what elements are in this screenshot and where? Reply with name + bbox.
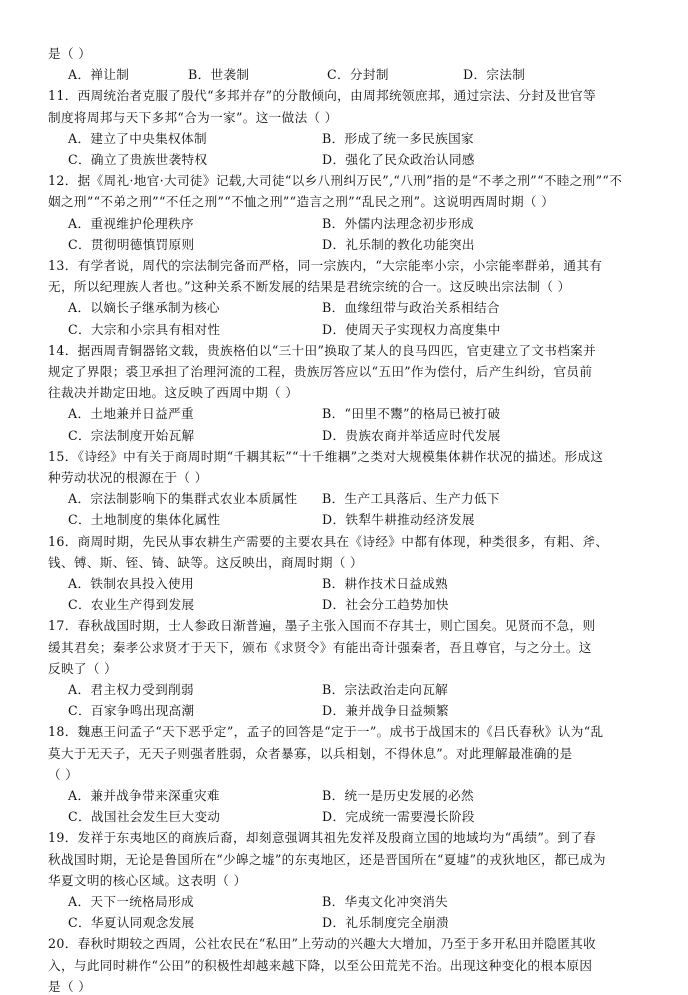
question-10-option-b[interactable]: B．世袭制 [188,67,250,83]
question-16-option-a[interactable]: A．铁制农具投入使用 [68,576,194,591]
question-17-option-b[interactable]: B．宗法政治走向瓦解 [322,682,449,697]
question-19-option-d[interactable]: D．礼乐制度完全崩溃 [322,915,449,931]
question-12-stem-line-2: 姻之刑”“不弟之刑”“不任之刑”“不恤之刑”“造言之刑”“乱民之刑”。这说明西周时期（ ） [48,194,555,210]
question-20-stem-line-2: 入，与此同时耕作“公田”的积极性却越来越下降，以至公田荒芜不治。出现这种变化的根本原因 [48,957,593,973]
question-10-option-a[interactable]: A．禅让制 [68,67,130,83]
question-15-option-c[interactable]: C．土地制度的集体化属性 [68,512,221,528]
question-10-option-d[interactable]: D．宗法制 [463,67,526,83]
question-17-option-d[interactable]: D．兼并战争日益频繁 [322,703,449,719]
question-17-option-c[interactable]: C．百家争鸣出现高潮 [68,703,195,719]
question-15-option-a[interactable]: A．宗法制影响下的集群式农业本质属性 [68,491,298,507]
question-18-option-a[interactable]: A．兼并战争带来深重灾难 [68,788,220,803]
question-15-option-b[interactable]: B．生产工具落后、生产力低下 [322,491,500,507]
question-14-option-d[interactable]: D．贵族农商并举适应时代发展 [322,427,501,443]
question-17-stem-line-2: 缓其君矣；秦孝公求贤才于天下，颁布《求贤令》有能出奇计强秦者，吾且尊官，与之分土。这 [48,639,592,655]
question-20-stem-line-3: 是（ ） [48,978,92,994]
question-18-option-d[interactable]: D．完成统一需要漫长阶段 [322,809,475,825]
question-14-stem-line-3: 往裁决并勘定田地。这反映了西周中期（ ） [48,385,299,401]
question-13-option-b[interactable]: B．血缘纽带与政治关系相结合 [322,300,500,316]
question-19-option-c[interactable]: C．华夏认同观念发展 [68,915,195,931]
question-18-option-c[interactable]: C．战国社会发生巨大变动 [68,809,221,825]
question-18-stem-line-1: 18．魏惠王问孟子“天下恶乎定”，孟子的回答是“定于一”。成书于战国末的《吕氏春秋》认为“乱 [48,724,604,740]
question-14-option-c[interactable]: C．宗法制度开始瓦解 [68,427,195,443]
question-14-stem-line-1: 14．据西周青铜器铭文载，贵族格伯以“三十田”换取了某人的良马四匹，官吏建立了文书档案并 [48,342,597,358]
question-10-stem-tail: 是（ ） [48,46,92,61]
question-16-option-b[interactable]: B．耕作技术日益成熟 [322,576,449,591]
question-16-stem-line-2: 钱、镈、斯、铚、锜、缺等。这反映出，商周时期（ ） [48,554,364,570]
question-12-option-d[interactable]: D．礼乐制的教化功能突出 [322,236,475,252]
question-11-option-b[interactable]: B．形成了统一多民族国家 [322,130,474,146]
question-18-stem-line-2: 莫大于无天子，无天子则强者胜弱，众者暴寡，以兵相刬，不得休息”。对此理解最准确的是 [48,745,573,761]
question-11-stem-line-2: 制度将周邦与天下多邦“合为一家”。这一做法（ ） [48,109,338,125]
question-17-option-a[interactable]: A．君主权力受到削弱 [68,682,194,697]
question-14-option-b[interactable]: B．“田里不鬻”的格局已被打破 [322,406,501,422]
question-18-option-b[interactable]: B．统一是历史发展的必然 [322,788,474,803]
question-14-stem-line-2: 规定了界限；裘卫承担了治理河流的工程，贵族厉答应以“五田”作为偿付，后产生纠纷，官员前 [48,364,593,379]
question-11-option-c[interactable]: C．确立了贵族世袭特权 [68,152,208,167]
question-19-option-a[interactable]: A．天下一统格局形成 [68,894,194,909]
question-13-option-c[interactable]: C．大宗和小宗具有相对性 [68,321,221,337]
question-17-stem-line-3: 反映了（ ） [48,660,118,676]
question-19-stem-line-1: 19．发祥于东夷地区的商族后裔，却刻意强调其祖先发祥及殷商立国的地域均为“禹绩”。到了春 [48,830,597,846]
question-13-option-a[interactable]: A．以嫡长子继承制为核心 [68,300,220,316]
question-15-option-d[interactable]: D．铁犁牛耕推动经济发展 [322,512,475,528]
question-17-stem-line-1: 17．春秋战国时期，士人参政日渐普遍，墨子主张入国而不存其士，则亡国矣。见贤而不急，则 [48,618,596,634]
question-16-option-d[interactable]: D．社会分工趋势加快 [322,597,449,613]
question-20-stem-line-1: 20．春秋时期较之西周，公社农民在“私田”上劳动的兴趣大大增加，乃至于多开私田并隐匿其收 [48,936,597,952]
question-12-option-b[interactable]: B．外儒内法理念初步形成 [322,215,474,231]
question-13-option-d[interactable]: D．使周天子实现权力高度集中 [322,321,501,337]
question-15-stem-line-2: 种劳动状况的根源在于（ ） [48,470,208,485]
question-18-stem-line-3: （ ） [48,766,79,782]
question-19-stem-line-3: 华夏文明的核心区域。这表明（ ） [48,872,247,888]
question-12-option-a[interactable]: A．重视维护伦理秩序 [68,215,194,231]
question-16-option-c[interactable]: C．农业生产得到发展 [68,597,195,613]
question-11-option-a[interactable]: A．建立了中央集权体制 [68,130,207,146]
question-10-option-c[interactable]: C．分封制 [327,67,389,83]
question-15-stem-line-1: 15．《诗经》中有关于商周时期“千耦其耘”“十千维耦”之类对大规模集体耕作状况的描述。形成这 [48,448,604,464]
question-13-stem-line-1: 13．有学者说，周代的宗法制完备而严格，同一宗族内，“大宗能率小宗，小宗能率群弟，通其有 [48,258,603,273]
question-19-option-b[interactable]: B．华夷文化冲突消失 [322,894,449,909]
question-16-stem-line-1: 16．商周时期，先民从事农耕生产需要的主要农具在《诗经》中都有体现，种类很多，有耜、斧、 [48,533,609,549]
question-19-stem-line-2: 秋战国时期，无论是鲁国所在“少皞之墟”的东夷地区，还是晋国所在“夏墟”的戎狄地区，都已成为 [48,851,606,867]
question-14-option-a[interactable]: A．土地兼并日益严重 [68,406,194,422]
question-11-stem-line-1: 11．西周统治者克服了殷代“多邦并存”的分散倾向，由周邦统领庶邦，通过宗法、分封及世官等 [48,88,597,104]
question-12-option-c[interactable]: C．贯彻明德慎罚原则 [68,236,195,252]
question-12-stem-line-1: 12．据《周礼·地官·大司徒》记载,大司徒“以乡八刑纠万民”,“八刑”指的是“不孝之刑”“不睦之刑”“不 [48,173,623,189]
question-11-option-d[interactable]: D．强化了民众政治认同感 [322,152,475,167]
question-13-stem-line-2: 无，所以纪理族人者也。”这种关系不断发展的结果是君统宗统的合一。这反映出宗法制（ ） [48,279,571,295]
